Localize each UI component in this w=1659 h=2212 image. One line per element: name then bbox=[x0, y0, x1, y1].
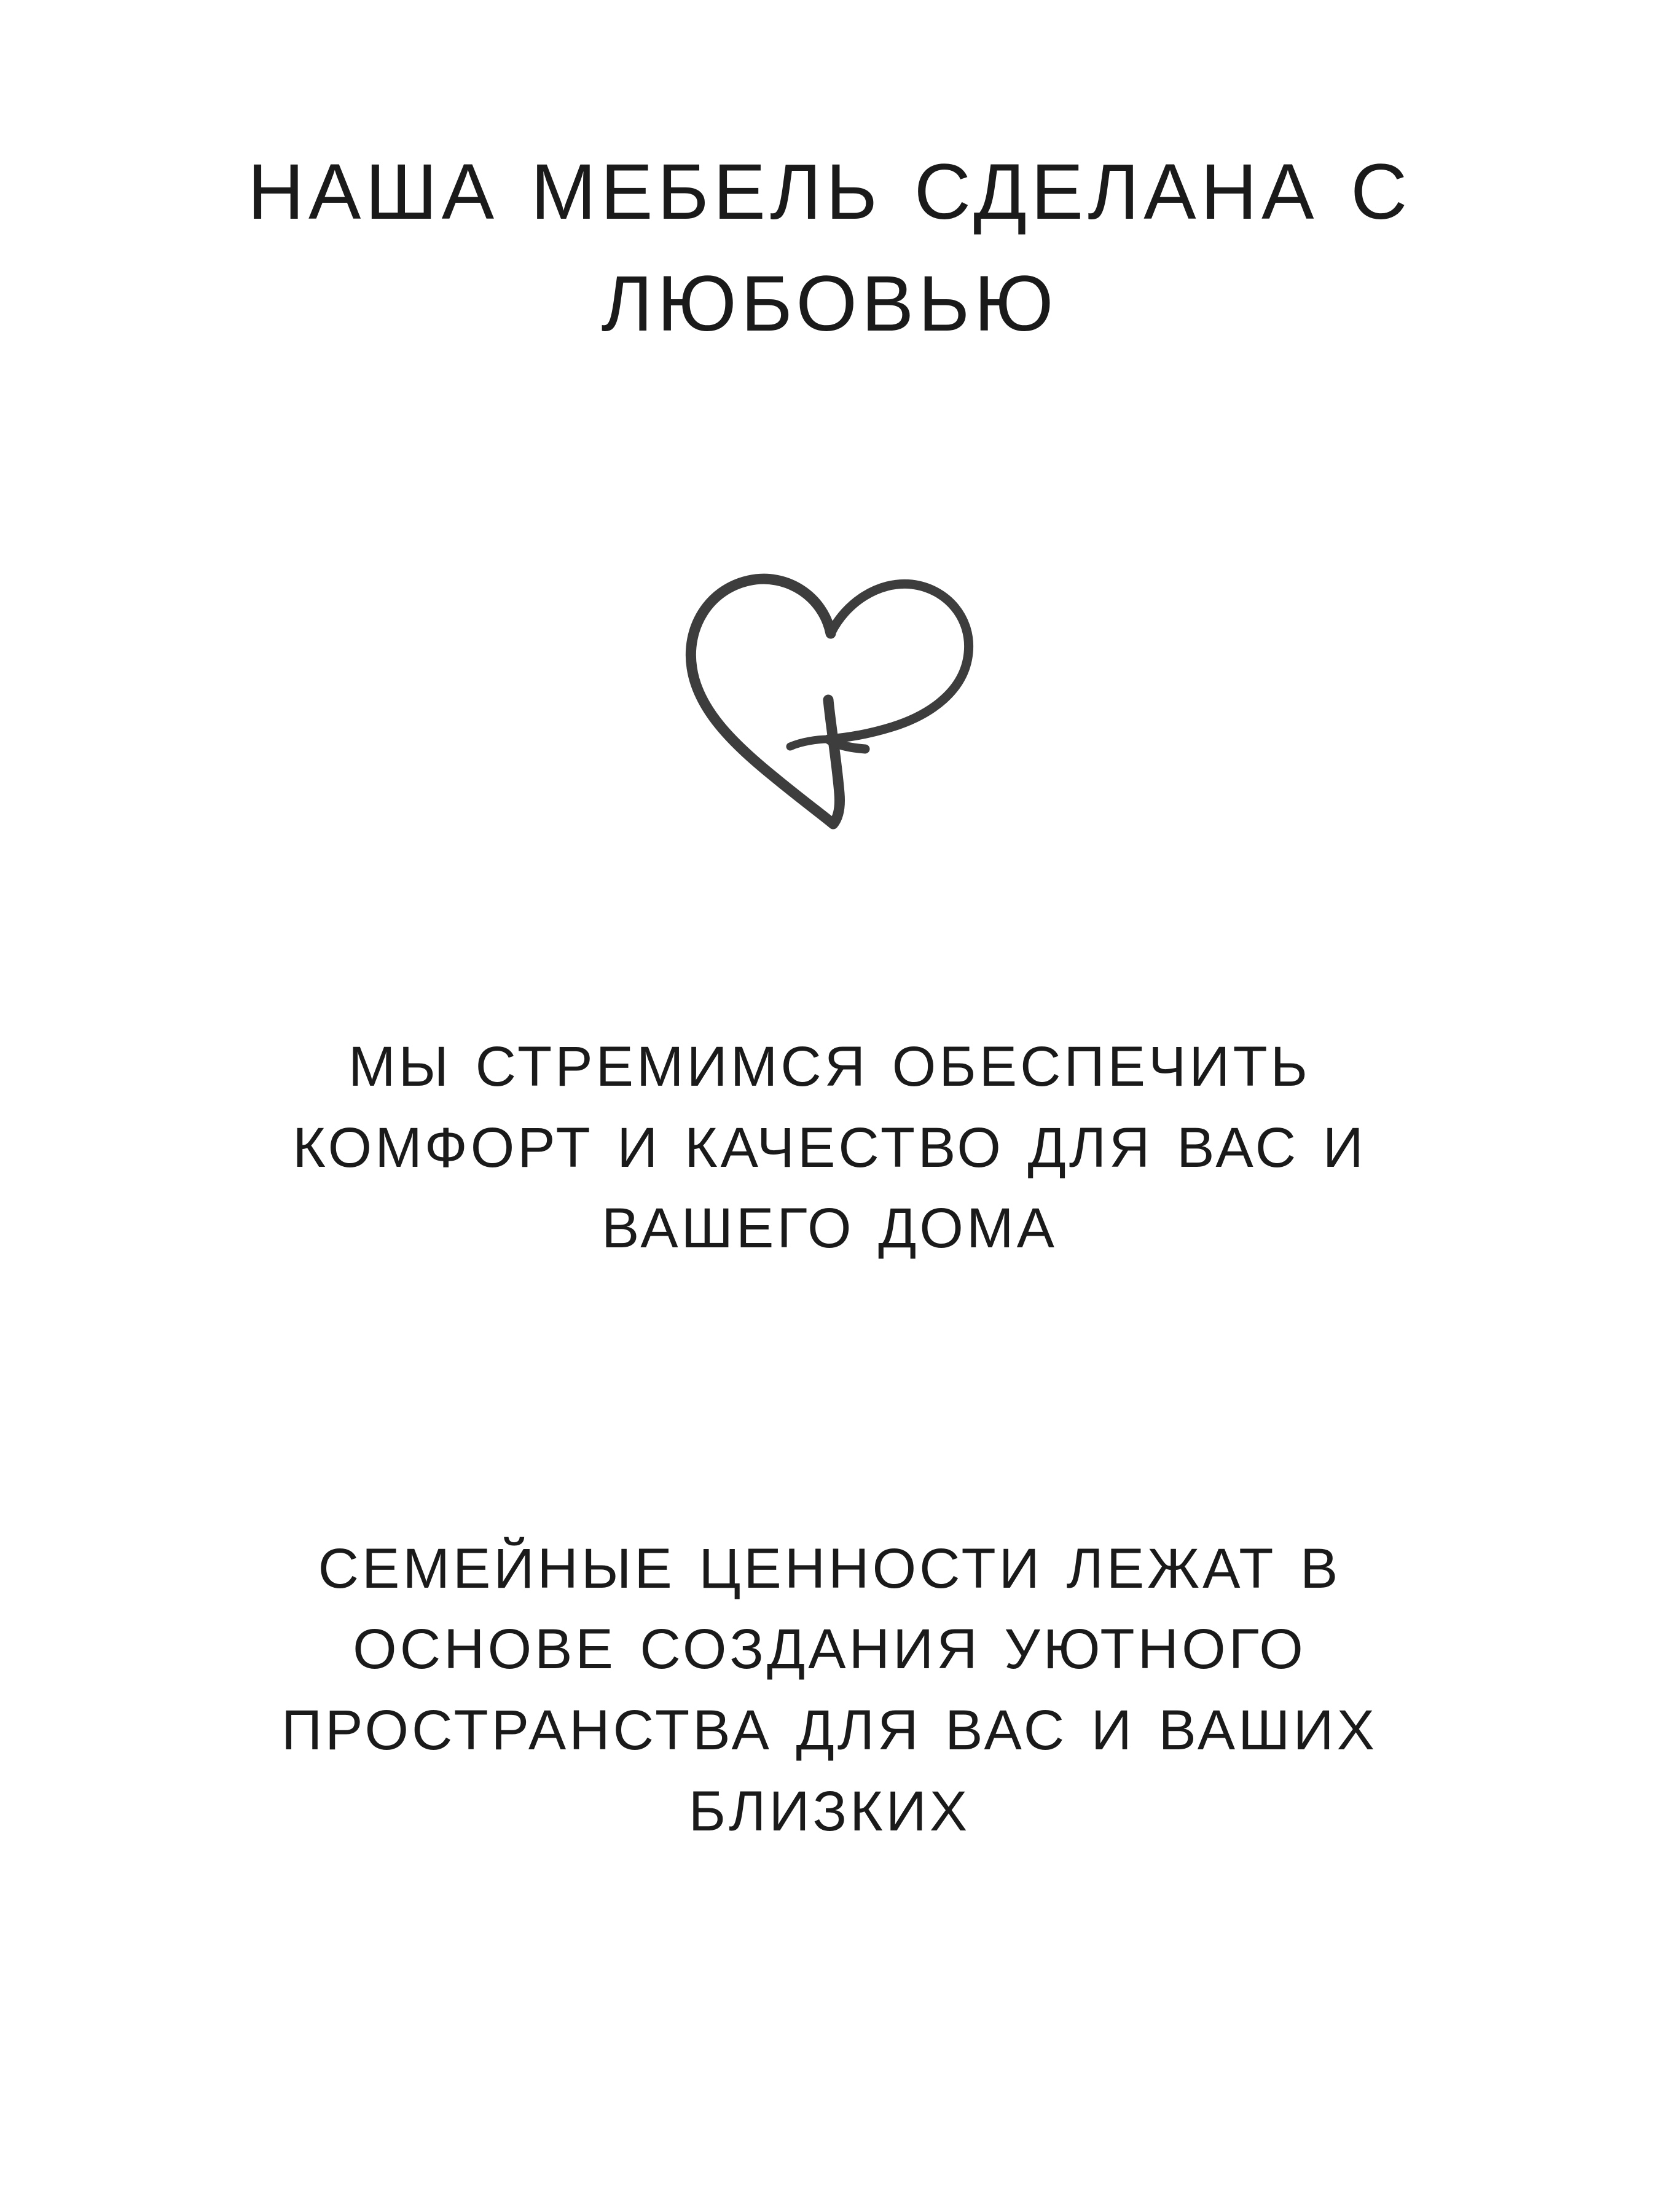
paragraph-comfort-quality: МЫ СТРЕМИМСЯ ОБЕСПЕЧИТЬ КОМФОРТ И КАЧЕСТВО ДЛЯ ВАС И ВАШЕГО ДОМА bbox=[292, 1035, 1367, 1260]
heart-icon bbox=[657, 554, 1002, 842]
page-title: НАША МЕБЕЛЬ СДЕЛАНА С ЛЮБОВЬЮ bbox=[247, 148, 1412, 348]
heart-icon-glyph bbox=[670, 560, 989, 836]
paragraph-family-values: СЕМЕЙНЫЕ ЦЕННОСТИ ЛЕЖАТ В ОСНОВЕ СОЗДАНИЯ УЮТНОГО ПРОСТРАНСТВА ДЛЯ ВАС И ВАШИХ БЛИЗКИХ bbox=[281, 1537, 1378, 1843]
